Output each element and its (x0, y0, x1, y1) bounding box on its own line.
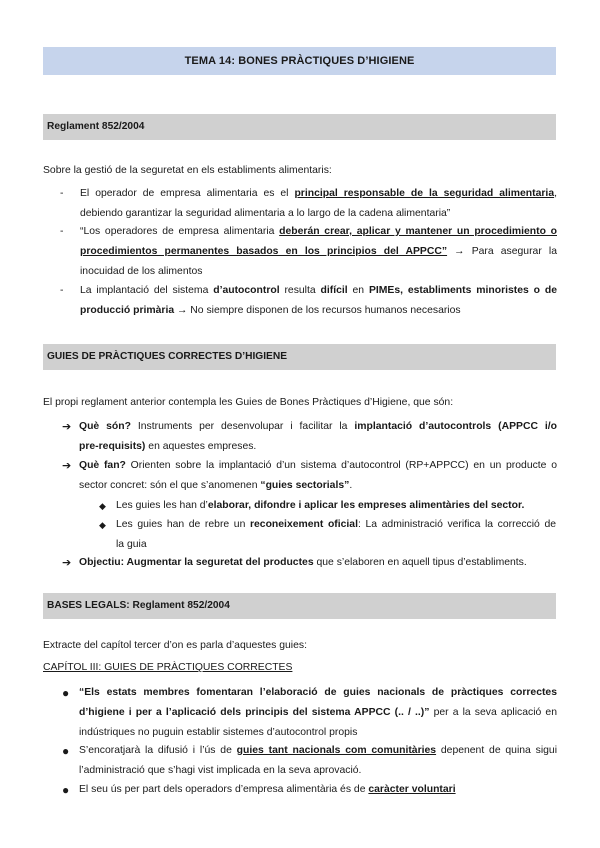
section-heading-guies: GUIES DE PRÀCTIQUES CORRECTES D’HIGIENE (43, 344, 556, 370)
section1-intro: Sobre la gestió de la seguretat en els establiments alimentaris: (43, 165, 332, 176)
list-item-line: El seu ús per part dels operadors d’empresa alimentària és de caràcter voluntari (79, 784, 456, 795)
list-item-line: la guia (116, 539, 147, 550)
list-item-line: “Els estats membres fomentaran l’elaboració de guies nacionals de pràctiques correctes (79, 687, 557, 698)
list-item-line: Les guies les han d’elaborar, difondre i aplicar les empreses alimentàries del sector. (116, 500, 525, 511)
list-item-line: indústriques no puguin establir sistemes d’autocontrol propis (79, 727, 358, 738)
section-heading-reglament: Reglament 852/2004 (43, 114, 556, 140)
list-item-line: procedimientos permanentes basados en los principios del APPCC” → Para asegurar la (80, 246, 557, 257)
list-item-line: Què són? Instruments per desenvolupar i facilitar la implantació d’autocontrols (APPCC i/o (79, 421, 557, 432)
list-item-line: sector concret: són el que s’anomenen “guies sectorials”. (79, 480, 353, 491)
diamond-bullet-icon: ◆ (99, 501, 106, 511)
chapter-heading: CAPÍTOL III: GUIES DE PRÀCTIQUES CORRECTES (43, 662, 293, 673)
list-item-line: Objectiu: Augmentar la seguretat del productes que s’elaboren en aquell tipus d’establiments. (79, 557, 527, 568)
dash-bullet: - (60, 285, 64, 296)
list-item-line: “Los operadores de empresa alimentaria deberán crear, aplicar y mantener un procedimiento o (80, 226, 557, 237)
dash-bullet: - (60, 188, 64, 199)
section3-intro: Extracte del capítol tercer d’on es parla d’aquestes guies: (43, 640, 307, 651)
list-item-line: producció primària → No siempre disponen de los recursos humanos necesarios (80, 305, 461, 316)
list-item-line: inocuidad de los alimentos (80, 266, 203, 277)
list-item-line: pre-requisits) en aquestes empreses. (79, 441, 257, 452)
page-title: TEMA 14: BONES PRÀCTIQUES D’HIGIENE (43, 47, 556, 75)
diamond-bullet-icon: ◆ (99, 520, 106, 530)
dot-bullet-icon: ● (62, 744, 70, 758)
section-heading-bases-legals: BASES LEGALS: Reglament 852/2004 (43, 593, 556, 619)
list-item-line: debiendo garantizar la seguridad alimentaria a lo largo de la cadena alimentaria” (80, 208, 451, 219)
dot-bullet-icon: ● (62, 783, 70, 797)
list-item-line: d’higiene i per a l’aplicació dels principis del sistema APPCC (.. / ..)” per a la seva aplicació en (79, 707, 557, 718)
arrow-bullet-icon: ➔ (62, 421, 72, 433)
list-item-line: La implantació del sistema d’autocontrol resulta difícil en PIMEs, establiments minoristes o de (80, 285, 557, 296)
list-item-line: S’encoratjarà la difusió i l’ús de guies tant nacionals com comunitàries depenent de quina sigui (79, 745, 558, 756)
list-item-line: El operador de empresa alimentaria es el principal responsable de la seguridad alimentaria, (80, 188, 557, 199)
list-item-line: l’administració que s’hagi vist implicada en la seva aprovació. (79, 765, 362, 776)
dash-bullet: - (60, 226, 64, 237)
arrow-bullet-icon: ➔ (62, 460, 72, 472)
dot-bullet-icon: ● (62, 686, 70, 700)
list-item-line: Les guies han de rebre un reconeixement oficial: La administració verifica la correcció de (116, 519, 557, 530)
arrow-bullet-icon: ➔ (62, 557, 72, 569)
section2-intro: El propi reglament anterior contempla les Guies de Bones Pràctiques d’Higiene, que són: (43, 397, 454, 408)
list-item-line: Què fan? Orienten sobre la implantació d’un sistema d’autocontrol (RP+APPCC) en un producte o (79, 460, 558, 471)
